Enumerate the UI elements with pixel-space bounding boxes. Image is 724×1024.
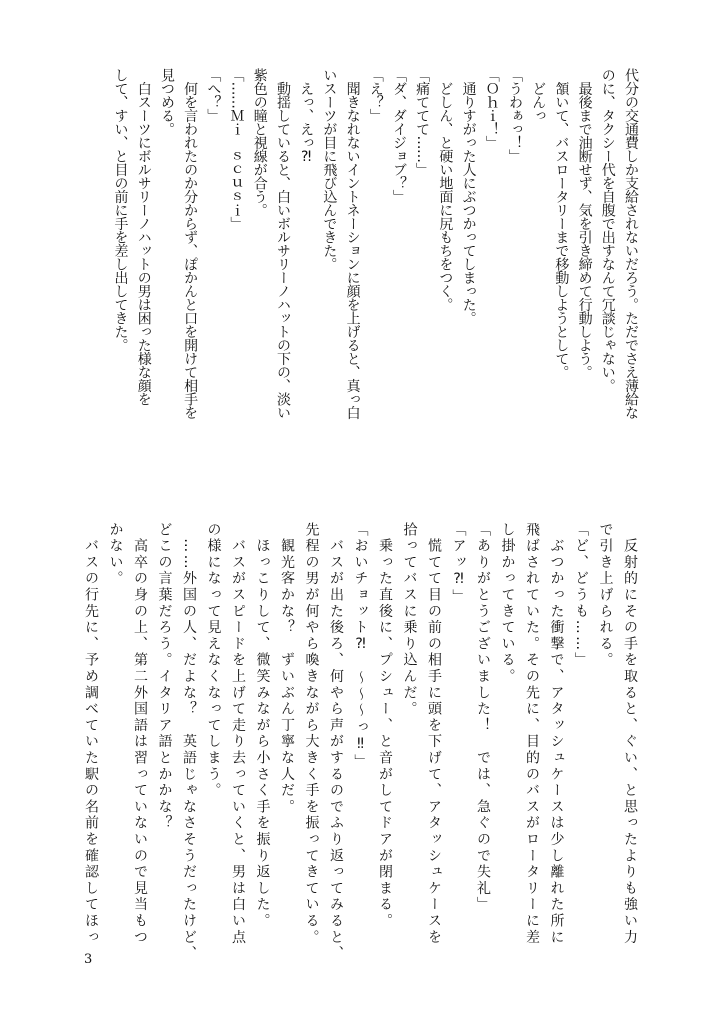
text-column: 何を言われたのか分からず、ぽかんと口を開けて相手を [182, 68, 199, 419]
text-column: 「ありがとうございました！ では、急ぐので失礼」 [475, 522, 491, 914]
text-column: バスの行先に、予め調べていた駅の名前を確認してほっ [83, 522, 99, 946]
text-column: ……外国の人、だよな？ 英語じゃなさそうだったけど、 [181, 522, 197, 963]
text-column: 「Ｏｈｉ！」 [483, 68, 500, 149]
text-column: 高卒の身の上、第二外国語は習っていないので見当もつ [132, 522, 148, 946]
text-column: の様になって見えなくなってしまう。 [205, 522, 222, 800]
text-column: 代分の交通費しか支給されないだろう。ただでさえ薄給な [623, 68, 639, 419]
text-column: 「ダ、ダイジョブ？」 [390, 68, 407, 203]
text-column: えっ、えっ⁈ [298, 68, 315, 165]
text-column: 「……Ｍｉ ｓｃｕｓｉ」 [228, 68, 245, 230]
text-column: どこの言葉だろう。イタリア語とかかな？ [156, 522, 173, 832]
text-column: 通りすがった人にぶつかってしまった。 [460, 68, 477, 325]
text-column: バスがスピードを上げて走り去っていくと、男は白い点 [230, 522, 246, 946]
text-column: 動揺していると、白いボルサリーノハットの下の、淡い [274, 68, 291, 419]
text-column: 「アッ⁈」 [450, 522, 467, 606]
text-column: 拾ってバスに乗り込んだ。 [401, 522, 418, 718]
text-column: かない。 [107, 522, 124, 588]
text-column: 「おいチョット⁈ 〜〜〜っ‼」 [352, 522, 369, 771]
text-column: 「え？」 [367, 68, 384, 122]
text-column: バスが出た後ろ、何やら声がするのでふり返ってみると、 [328, 522, 344, 963]
text-column: 最後まで油断せず、気を引き締めて行動しよう。 [576, 68, 593, 379]
text-column: で引き上げられる。 [597, 522, 614, 669]
text-column: 見つめる。 [158, 68, 175, 136]
bottom-text-block [79, 522, 643, 963]
text-column: し掛かってきている。 [499, 522, 516, 685]
text-column: 乗った直後に、プシュー、と音がしてドアが閉まる。 [377, 522, 393, 930]
text-column: 「ど、どうも……」 [573, 522, 589, 669]
text-column: いスーツが目に飛び込んできた。 [321, 68, 338, 271]
text-column: どんっ [530, 68, 547, 122]
text-column: 慌てて目の前の相手に頭を下げて、アタッシュケースを [426, 522, 442, 946]
text-column: 観光客かな？ ずいぶん丁寧な人だ。 [279, 522, 295, 816]
text-column: 反射的にその手を取ると、ぐい、と思ったよりも強い力 [622, 522, 638, 946]
text-column: 紫色の瞳と視線が合う。 [251, 68, 268, 217]
text-column: 先程の男が何やら喚きながら大きく手を振ってきている。 [303, 522, 320, 946]
page-number: 3 [84, 952, 93, 967]
text-column: 白スーツにボルサリーノハットの男は困った様な顔を [135, 68, 152, 406]
text-column: ぶつかった衝撃で、アタッシュケースは少し離れた所に [548, 522, 565, 946]
text-column: 「うわぁっ！」 [506, 68, 523, 163]
text-column: 「へ？」 [205, 68, 222, 122]
text-column: 聞きなれないイントネーションに顔を上げると、真っ白 [344, 68, 361, 419]
text-column: 頷いて、バスロータリーまで移動しようとして。 [553, 68, 570, 379]
text-column: 「痛ててて……」 [414, 68, 431, 176]
text-column: して、すい、と目の前に手を差し出してきた。 [112, 68, 129, 352]
text-column: のに、タクシー代を自腹で出すなんて冗談じゃない。 [599, 68, 616, 392]
text-column: ほっこりして、微笑みながら小さく手を振り返した。 [254, 522, 271, 930]
text-column: 飛ばされていた。その先に、目的のバスがロータリーに差 [524, 522, 540, 946]
top-text-block [108, 68, 642, 419]
text-column: どしん、と硬い地面に尻もちをつく。 [437, 68, 454, 311]
